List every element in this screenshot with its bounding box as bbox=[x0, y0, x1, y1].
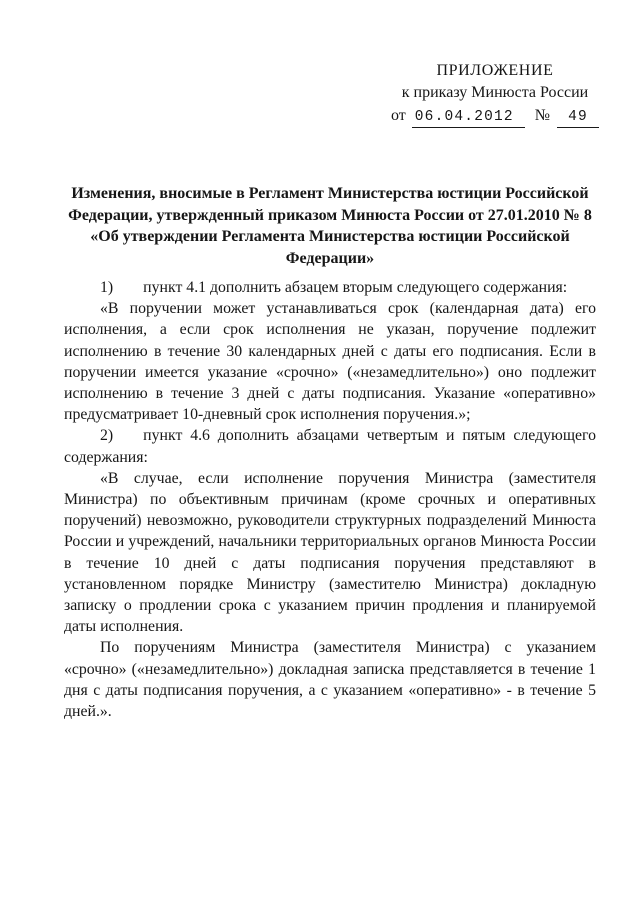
paragraph-text: пункт 4.1 дополнить абзацем вторым следующего содержания: bbox=[143, 279, 568, 296]
paragraph bbox=[64, 277, 596, 298]
paragraph-text: пункт 4.6 дополнить абзацами четвертым и пятым следующего содержания: bbox=[64, 427, 596, 466]
paragraph-text: «В случае, если исполнение поручения Министра (заместителя Министра) по объективным причинам (кроме срочных и оперативных поручений) невозможно, руководители структурных подразделений Минюста России и учреждений, начальники территориальных органов Минюста России в течение 10 дней с даты подписания поручения представляют в установленном порядке Министру (заместителю Министра) докладную записку о продлении срока с указанием причин продления и планируемой даты исполнения. bbox=[64, 469, 596, 636]
number-sign: № bbox=[534, 107, 550, 124]
document-body bbox=[64, 277, 596, 722]
date-prefix: от bbox=[391, 107, 406, 124]
paragraph bbox=[64, 468, 596, 638]
document-heading: Изменения, вносимые в Регламент Министерства юстиции Российской Федерации, утвержденный приказом Минюста России от 27.01.2010 № 8 «Об утверждении Регламента Министерства юстиции Российской Федерации» bbox=[68, 185, 592, 267]
paragraph bbox=[64, 425, 596, 467]
header-date-line bbox=[391, 105, 599, 128]
paragraph bbox=[64, 637, 596, 722]
paragraph-text: По поручениям Министра (заместителя Министра) с указанием «срочно» («незамедлительно») докладная записка представляется в течение 1 дня с даты подписания поручения, а с указанием «оперативно» - в течение 5 дней.». bbox=[64, 639, 596, 721]
paragraph-number: 1) bbox=[100, 279, 114, 296]
date-value: 06.04.2012 bbox=[412, 108, 525, 128]
number-value: 49 bbox=[557, 108, 599, 128]
paragraph-text: «В поручении может устанавливаться срок (календарная дата) его исполнения, а если срок исполнения не указан, поручение подлежит исполнению в течение 30 календарных дней с даты его подписания. Если в поручении имеется указание «срочно» («незамедлительно») оно подлежит исполнению в течение 3 дней с даты подписания. Указание «оперативно» предусматривает 10-дневный срок исполнения поручения.»; bbox=[64, 300, 596, 424]
paragraph bbox=[64, 298, 596, 425]
paragraph-number: 2) bbox=[100, 427, 114, 445]
header-title: ПРИЛОЖЕНИЕ bbox=[436, 62, 554, 79]
header-subtitle: к приказу Минюста России bbox=[401, 84, 589, 101]
approval-header bbox=[391, 60, 599, 128]
